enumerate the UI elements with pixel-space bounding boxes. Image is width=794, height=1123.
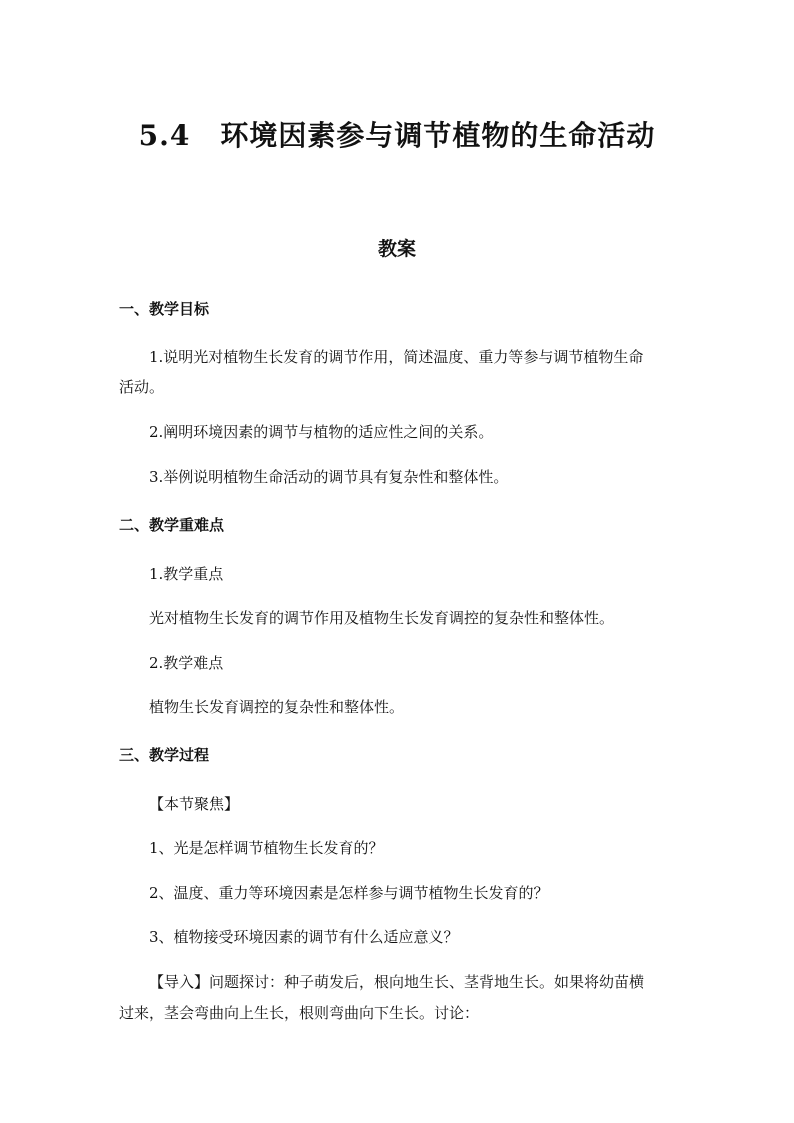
question-1: 1、光是怎样调节植物生长发育的？: [149, 839, 384, 857]
section-heading-process: 三、教学过程: [119, 746, 210, 764]
focus-label: 1.教学重点: [149, 565, 224, 583]
question-3: 3、植物接受环境因素的调节有什么适应意义？: [149, 928, 459, 946]
goal-item-2: 2.阐明环境因素的调节与植物的适应性之间的关系。: [149, 423, 494, 441]
section-heading-goals: 一、教学目标: [119, 300, 210, 318]
subtitle: 教案: [377, 238, 416, 260]
goal-item-1-line-2: 活动。: [119, 378, 165, 396]
question-2: 2、温度、重力等环境因素是怎样参与调节植物生长发育的？: [149, 884, 549, 902]
focus-tag: 【本节聚焦】: [149, 795, 240, 813]
section-heading-key-points: 二、教学重难点: [119, 516, 225, 534]
focus-text: 光对植物生长发育的调节作用及植物生长发育调控的复杂性和整体性。: [149, 609, 615, 627]
goal-item-3: 3.举例说明植物生命活动的调节具有复杂性和整体性。: [149, 468, 509, 486]
intro-line-1: 【导入】问题探讨：种子萌发后，根向地生长、茎背地生长。如果将幼苗横: [149, 973, 645, 991]
difficulty-label: 2.教学难点: [149, 654, 224, 672]
difficulty-text: 植物生长发育调控的复杂性和整体性。: [149, 698, 405, 716]
page-title: [0, 114, 794, 154]
intro-line-2: 过来，茎会弯曲向上生长，根则弯曲向下生长。讨论：: [119, 1004, 480, 1022]
title-text: 环境因素参与调节植物的生命活动: [220, 119, 656, 152]
goal-item-1-line-1: 1.说明光对植物生长发育的调节作用，简述温度、重力等参与调节植物生命: [149, 348, 644, 366]
section-number: 5.4: [138, 119, 191, 152]
